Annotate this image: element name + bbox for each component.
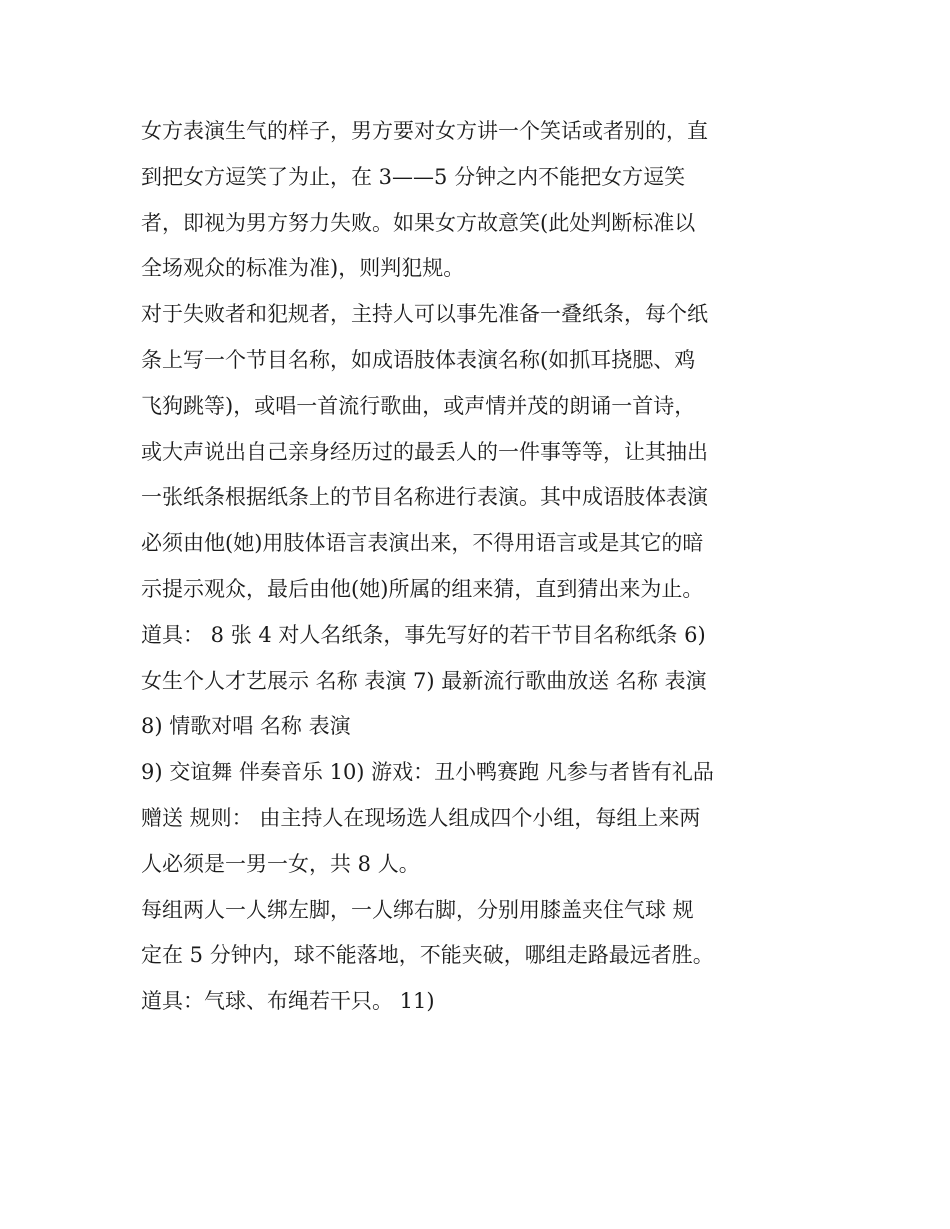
text-line: 条上写一个节目名称，如成语肢体表演名称(如抓耳挠腮、鸡 [141,347,696,372]
text-line: 8) 情歌对唱 名称 表演 [141,714,351,739]
text-line: 必须由他(她)用肢体语言表演出来，不得用语言或是其它的暗 [141,531,704,556]
text-line: 或大声说出自己亲身经历过的最丢人的一件事等等，让其抽出 [141,439,708,464]
text-line: 到把女方逗笑了为止，在 3——5 分钟之内不能把女方逗笑 [141,164,686,189]
document-body [141,109,821,1025]
text-line: 一张纸条根据纸条上的节目名称进行表演。其中成语肢体表演 [141,485,708,510]
text-line: 女生个人才艺展示 名称 表演 7) 最新流行歌曲放送 名称 表演 [141,668,707,693]
text-line: 对于失败者和犯规者，主持人可以事先准备一叠纸条，每个纸 [141,302,708,327]
text-line: 道具：气球、布绳若干只。 11) [141,989,435,1014]
text-line: 全场观众的标准为准)，则判犯规。 [141,256,465,281]
text-line: 定在 5 分钟内，球不能落地，不能夹破，哪组走路最远者胜。 [141,943,714,968]
text-line: 每组两人一人绑左脚，一人绑右脚，分别用膝盖夹住气球 规 [141,897,694,922]
text-line: 赠送 规则： 由主持人在现场选人组成四个小组，每组上来两 [141,805,701,830]
text-line: 人必须是一男一女，共 8 人。 [141,851,420,876]
text-line: 飞狗跳等)，或唱一首流行歌曲，或声情并茂的朗诵一首诗， [141,393,696,418]
text-line: 者，即视为男方努力失败。如果女方故意笑(此处判断标准以 [141,210,696,235]
text-line: 9) 交谊舞 伴奏音乐 10) 游戏：丑小鸭赛跑 凡参与者皆有礼品 [141,760,714,785]
text-line: 女方表演生气的样子，男方要对女方讲一个笑话或者别的，直 [141,119,708,143]
text-line: 示提示观众，最后由他(她)所属的组来猜，直到猜出来为止。 [141,576,704,601]
text-line: 道具： 8 张 4 对人名纸条，事先写好的若干节目名称纸条 6) [141,622,706,647]
